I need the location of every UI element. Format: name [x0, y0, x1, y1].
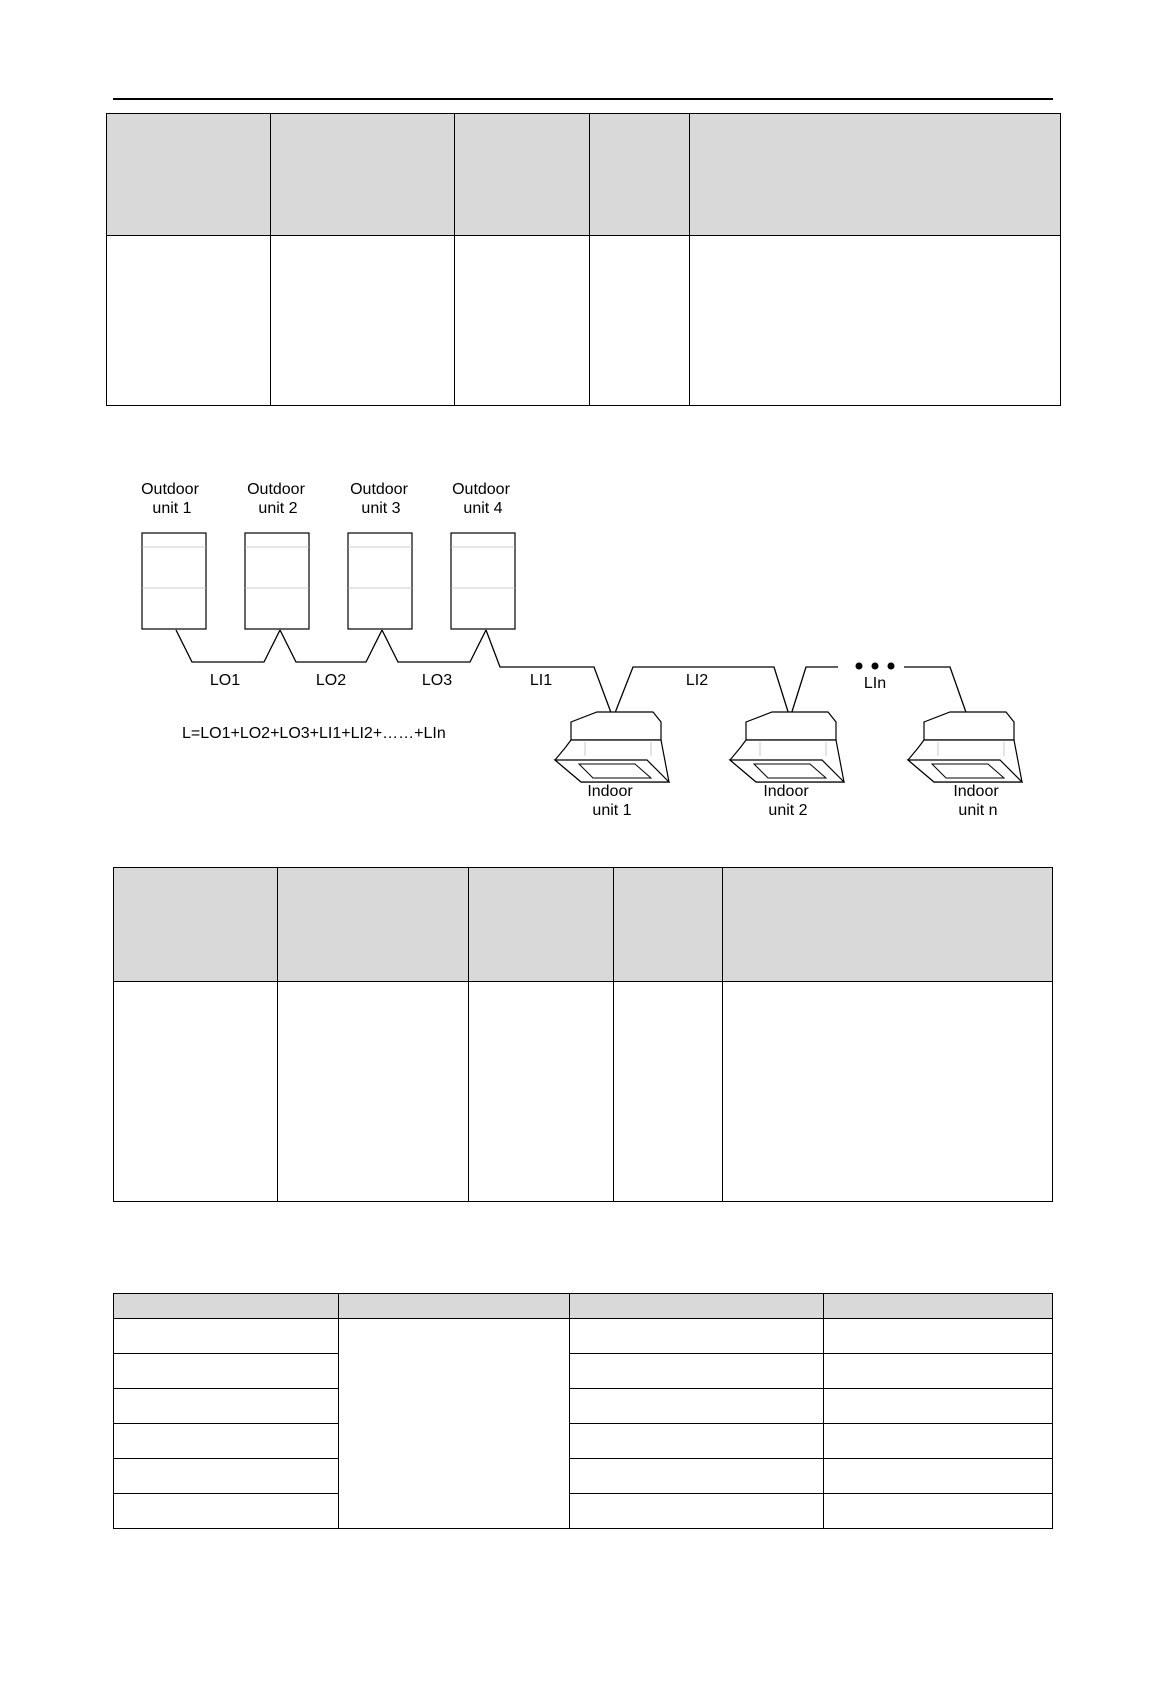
table-cell [824, 1459, 1053, 1494]
table-cell [114, 1319, 339, 1354]
outdoor-unit-1 [142, 533, 206, 629]
table-cell [455, 114, 590, 236]
segment-label-lo2: LO2 [315, 672, 347, 689]
indoor-unit-n [908, 712, 1022, 782]
outdoor-unit-2-label-line2: unit 2 [258, 500, 298, 517]
table-cell [114, 1424, 339, 1459]
pipe-lin-start [790, 667, 838, 718]
table-cell [570, 1424, 824, 1459]
outdoor-unit-4 [451, 533, 515, 629]
indoor-unit-n-label-line1: Indoor [953, 783, 999, 800]
table-cell [271, 236, 455, 406]
table-cell [723, 868, 1053, 982]
pipe-lo1 [176, 630, 280, 662]
piping-length-diagram [0, 430, 1162, 830]
outdoor-unit-1-label-line1: Outdoor [141, 481, 199, 498]
segment-label-lin: LIn [863, 675, 887, 692]
table-cell [824, 1424, 1053, 1459]
outdoor-unit-3-label-line2: unit 3 [361, 500, 401, 517]
table-cell [570, 1494, 824, 1529]
table-row [107, 236, 1061, 406]
table-row [114, 1354, 1053, 1389]
table-row [114, 1319, 1053, 1354]
segment-label-li2: LI2 [685, 672, 709, 689]
table-2 [113, 867, 1053, 1202]
ellipsis-dot [888, 663, 895, 670]
indoor-unit-1-label-line2: unit 1 [592, 802, 632, 819]
pipe-lin-end [904, 667, 968, 718]
table-cell [114, 1389, 339, 1424]
table-cell [590, 236, 690, 406]
pipe-lo2 [280, 630, 382, 662]
outdoor-unit-2-label-line1: Outdoor [247, 481, 305, 498]
outdoor-unit-2 [245, 533, 309, 629]
outdoor-unit-4-label-line2: unit 4 [463, 500, 503, 517]
table-cell [614, 982, 723, 1202]
table-cell [107, 114, 271, 236]
table-cell [114, 1354, 339, 1389]
outdoor-unit-3-label-line1: Outdoor [350, 481, 408, 498]
table-cell [278, 982, 469, 1202]
outdoor-unit-1-label-line2: unit 1 [152, 500, 192, 517]
table-cell [824, 1389, 1053, 1424]
indoor-unit-2-label-line2: unit 2 [768, 802, 808, 819]
length-formula: L=LO1+LO2+LO3+LI1+LI2+……+LIn [182, 725, 446, 742]
indoor-unit-2-label-line1: Indoor [763, 783, 809, 800]
table-cell [824, 1354, 1053, 1389]
table-2-header-row [114, 868, 1053, 982]
outdoor-unit-3 [348, 533, 412, 629]
table-cell [723, 982, 1053, 1202]
table-row [114, 1459, 1053, 1494]
segment-label-lo3: LO3 [421, 672, 453, 689]
table-row [114, 1494, 1053, 1529]
ellipsis-dot [872, 663, 879, 670]
table-row [114, 982, 1053, 1202]
table-cell [469, 868, 614, 982]
table-cell [614, 868, 723, 982]
table-cell [114, 1294, 339, 1319]
table-cell [570, 1459, 824, 1494]
table-cell [570, 1294, 824, 1319]
table-cell [824, 1294, 1053, 1319]
pipe-lo3 [382, 630, 486, 662]
table-1-header-row [107, 114, 1061, 236]
table-row [114, 1424, 1053, 1459]
ellipsis-dot [856, 663, 863, 670]
indoor-unit-1 [555, 712, 669, 782]
table-1 [106, 113, 1061, 406]
table-cell [590, 114, 690, 236]
table-cell [114, 1494, 339, 1529]
table-cell [570, 1389, 824, 1424]
table-cell-merged [339, 1319, 570, 1529]
table-3 [113, 1293, 1053, 1529]
table-cell [824, 1319, 1053, 1354]
table-cell [570, 1319, 824, 1354]
table-cell [114, 1459, 339, 1494]
table-cell [114, 982, 278, 1202]
segment-label-li1: LI1 [529, 672, 553, 689]
table-cell [271, 114, 455, 236]
segment-label-lo1: LO1 [209, 672, 241, 689]
outdoor-unit-4-label-line1: Outdoor [452, 481, 510, 498]
header-rule [113, 98, 1053, 100]
table-cell [114, 868, 278, 982]
table-3-header-row [114, 1294, 1053, 1319]
indoor-unit-2 [730, 712, 844, 782]
table-cell [824, 1494, 1053, 1529]
table-cell [469, 982, 614, 1202]
indoor-unit-1-label-line1: Indoor [587, 783, 633, 800]
table-cell [690, 236, 1061, 406]
table-cell [690, 114, 1061, 236]
table-cell [570, 1354, 824, 1389]
table-cell [455, 236, 590, 406]
table-row [114, 1389, 1053, 1424]
table-cell [107, 236, 271, 406]
indoor-unit-n-label-line2: unit n [958, 802, 998, 819]
table-cell [339, 1294, 570, 1319]
table-cell [278, 868, 469, 982]
